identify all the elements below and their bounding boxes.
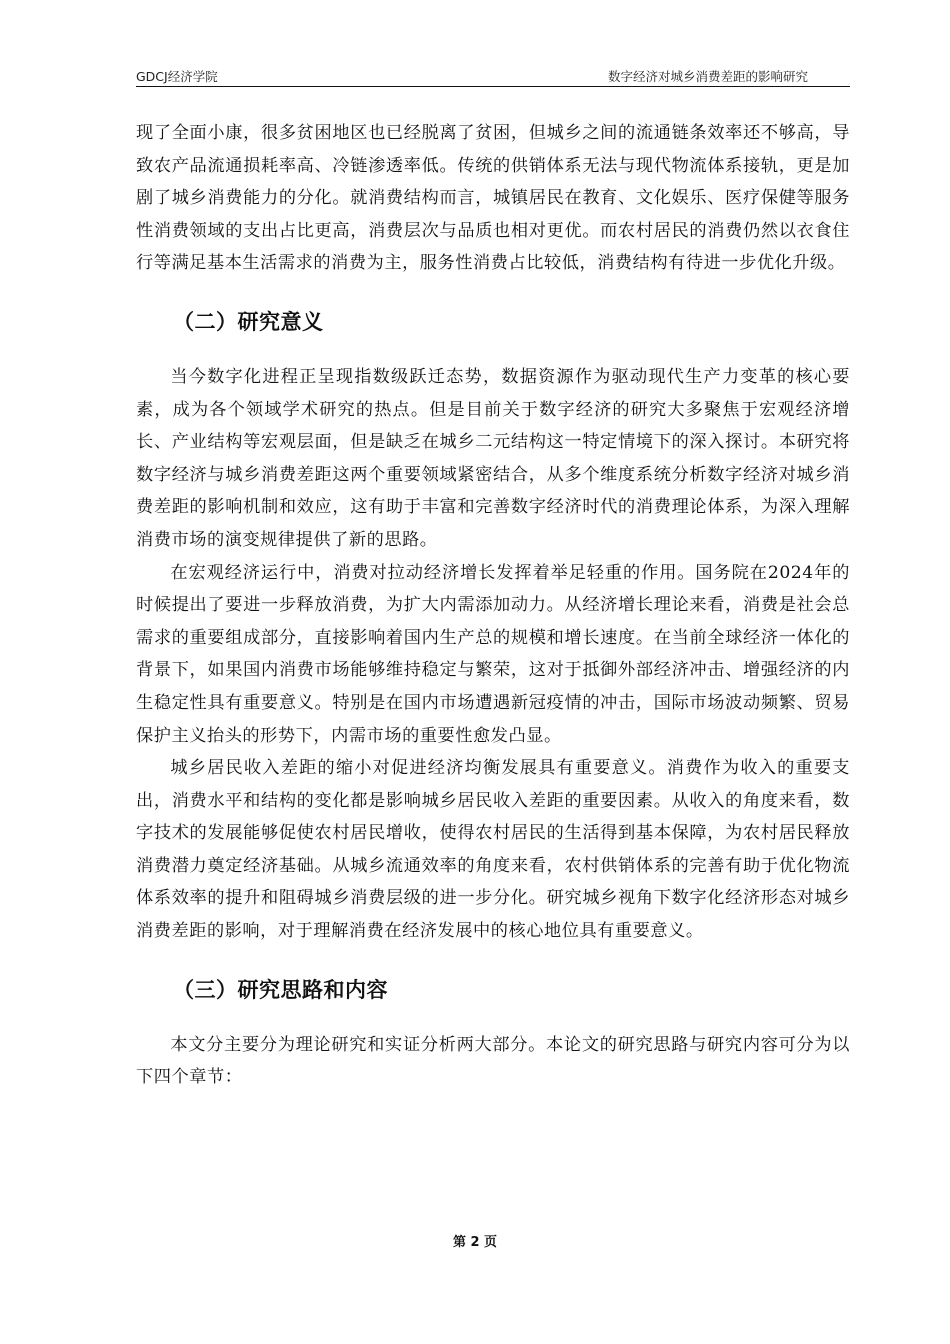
paragraph-significance-3: 城乡居民收入差距的缩小对促进经济均衡发展具有重要意义。消费作为收入的重要支出，消费水平和结构的变化都是影响城乡居民收入差距的重要因素。从收入的角度来看，数字技术的发展能够促使农村居民增收，使得农村居民的生活得到基本保障，为农村居民释放消费潜力奠定经济基础。从城乡流通效率的角度来看，农村供销体系的完善有助于优化物流体系效率的提升和阻碍城乡消费层级的进一步分化。研究城乡视角下数字化经济形态对城乡消费差距的影响，对于理解消费在经济发展中的核心地位具有重要意义。	[136, 758, 850, 942]
header-rule	[136, 86, 850, 87]
header-institution: GDCJ经济学院	[136, 69, 218, 84]
paragraph-approach-1: 本文分主要分为理论研究和实证分析两大部分。本论文的研究思路与研究内容可分为以下四个章节：	[136, 1034, 850, 1088]
page-header	[136, 67, 850, 87]
page-number: 第 2 页	[452, 1235, 498, 1250]
section-heading-approach: （三）研究思路和内容	[173, 977, 388, 1002]
section-heading-significance: （二）研究意义	[173, 309, 324, 334]
paragraph-continued: 现了全面小康，很多贫困地区也已经脱离了贫困，但城乡之间的流通链条效率还不够高，导致农产品流通损耗率高、冷链渗透率低。传统的供销体系无法与现代物流体系接轨，更是加剧了城乡消费能力的分化。就消费结构而言，城镇居民在教育、文化娱乐、医疗保健等服务性消费领域的支出占比更高，消费层次与品质也相对更优。而农村居民的消费仍然以衣食住行等满足基本生活需求的消费为主，服务性消费占比较低，消费结构有待进一步优化升级。	[136, 123, 850, 274]
paragraph-significance-1: 当今数字化进程正呈现指数级跃迁态势，数据资源作为驱动现代生产力变革的核心要素，成为各个领域学术研究的热点。但是目前关于数字经济的研究大多聚焦于宏观经济增长、产业结构等宏观层面，但是缺乏在城乡二元结构这一特定情境下的深入探讨。本研究将数字经济与城乡消费差距这两个重要领域紧密结合，从多个维度系统分析数字经济对城乡消费差距的影响机制和效应，这有助于丰富和完善数字经济时代的消费理论体系，为深入理解消费市场的演变规律提供了新的思路。	[136, 366, 850, 550]
header-paper-title: 数字经济对城乡消费差距的影响研究	[607, 69, 808, 84]
page-body	[136, 117, 850, 1094]
paragraph-significance-2: 在宏观经济运行中，消费对拉动经济增长发挥着举足轻重的作用。国务院在2024年的时候提出了要进一步释放消费，为扩大内需添加动力。从经济增长理论来看，消费是社会总需求的重要组成部分，直接影响着国内生产总的规模和增长速度。在当前全球经济一体化的背景下，如果国内消费市场能够维持稳定与繁荣，这对于抵御外部经济冲击、增强经济的内生稳定性具有重要意义。特别是在国内市场遭遇新冠疫情的冲击，国际市场波动频繁、贸易保护主义抬头的形势下，内需市场的重要性愈发凸显。	[136, 562, 850, 746]
